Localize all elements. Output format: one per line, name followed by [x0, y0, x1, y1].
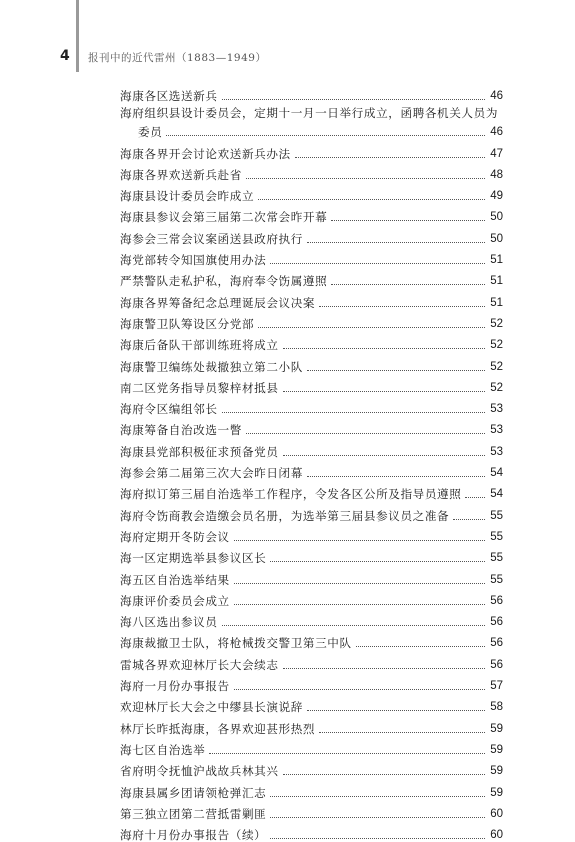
dot-leader — [331, 284, 485, 285]
toc-entry-page: 59 — [490, 743, 503, 756]
dot-leader — [234, 689, 485, 690]
toc-entry-title: 海五区自治选举结果 — [120, 572, 230, 587]
dot-leader — [307, 476, 485, 477]
dot-leader — [283, 391, 485, 392]
dot-leader — [222, 625, 485, 626]
toc-entry-title: 欢迎林厅长大会之中缪县长演说辞 — [120, 700, 303, 715]
dot-leader — [222, 99, 485, 100]
toc-entry-page: 46 — [490, 90, 503, 103]
toc-entry-page: 55 — [490, 573, 503, 586]
toc-entry-page: 57 — [490, 680, 503, 693]
toc-entry — [120, 395, 503, 416]
toc-entry — [120, 523, 503, 544]
toc-entry — [120, 693, 503, 714]
toc-entry-page: 55 — [490, 530, 503, 543]
toc-entry-title: 海府组织县设计委员会，定期十一月一日举行成立，函聘各机关人员为 — [120, 106, 499, 121]
toc-entry-title: 海参会第二届第三次大会昨日闭幕 — [120, 466, 303, 481]
toc-entry-page: 51 — [490, 254, 503, 267]
toc-entry — [120, 587, 503, 608]
toc-entry — [120, 288, 503, 309]
toc-entry-page: 56 — [490, 658, 503, 671]
toc-entry — [120, 629, 503, 650]
toc-entry-page: 53 — [490, 424, 503, 437]
toc-entry-page: 53 — [490, 403, 503, 416]
toc-entry — [120, 267, 503, 288]
toc-entry-title: 林厅长昨抵海康，各界欢迎甚形热烈 — [120, 721, 316, 736]
toc-entry — [120, 120, 503, 139]
toc-entry — [120, 778, 503, 799]
dot-leader — [270, 817, 485, 818]
dot-leader — [258, 327, 485, 328]
toc-entry — [120, 757, 503, 778]
toc-entry-title: 海府令饬商教会造缴会员名册，为选举第三届县参议员之准备 — [120, 508, 450, 523]
toc-entry — [120, 139, 503, 160]
dot-leader — [453, 519, 485, 520]
toc-entry-title: 海七区自治选举 — [120, 742, 206, 757]
toc-entry-page: 50 — [490, 211, 503, 224]
toc-entry — [120, 437, 503, 458]
dot-leader — [283, 455, 485, 456]
toc-entry — [120, 82, 503, 103]
dot-leader — [270, 561, 485, 562]
toc-entry-page: 51 — [490, 296, 503, 309]
toc-entry-page: 52 — [490, 381, 503, 394]
toc-entry — [120, 182, 503, 203]
toc-entry — [120, 331, 503, 352]
dot-leader — [283, 774, 485, 775]
dot-leader — [246, 178, 485, 179]
toc-entry-title: 严禁警队走私护私，海府奉令饬属遵照 — [120, 274, 328, 289]
dot-leader — [331, 220, 485, 221]
toc-entry — [120, 800, 503, 821]
dot-leader — [356, 646, 485, 647]
toc-entry — [120, 224, 503, 245]
dot-leader — [270, 263, 485, 264]
dot-leader — [307, 710, 485, 711]
toc-entry-title: 海康县党部积极征求预备党员 — [120, 444, 279, 459]
toc-entry — [120, 821, 503, 842]
toc-entry — [120, 246, 503, 267]
toc-entry-title: 海康警卫编练处裁撤独立第二小队 — [120, 359, 303, 374]
toc-entry-page: 56 — [490, 616, 503, 629]
toc-entry-page: 52 — [490, 317, 503, 330]
toc-entry — [120, 203, 503, 224]
toc-entry-page: 54 — [490, 488, 503, 501]
dot-leader — [319, 306, 485, 307]
toc-entry-title: 海康各界筹备纪念总理诞辰会议决案 — [120, 295, 316, 310]
toc-entry-title: 海府拟订第三届自治选举工作程序，令发各区公所及指导员遵照 — [120, 487, 462, 502]
toc-entry-title: 海八区选出参议员 — [120, 615, 218, 630]
toc-entry — [120, 352, 503, 373]
toc-entry-title: 海一区定期选举县参议区长 — [120, 551, 267, 566]
toc-entry-page: 56 — [490, 637, 503, 650]
toc-entry — [120, 310, 503, 331]
toc-entry-title: 省府明令抚恤沪战故兵林其兴 — [120, 764, 279, 779]
toc-entry — [120, 565, 503, 586]
toc-entry-page: 54 — [490, 467, 503, 480]
dot-leader — [234, 540, 485, 541]
toc-entry-page: 55 — [490, 552, 503, 565]
toc-entry — [120, 501, 503, 522]
toc-entry-page: 59 — [490, 722, 503, 735]
dot-leader — [270, 796, 485, 797]
page-number: 4 — [60, 48, 70, 64]
toc-entry-title: 第三独立团第二营抵雷剿匪 — [120, 806, 267, 821]
toc-entry-line — [120, 103, 503, 120]
dot-leader — [295, 157, 485, 158]
toc-entry — [120, 480, 503, 501]
toc-entry-title: 海府令区编组邻长 — [120, 402, 218, 417]
toc-entry-title: 海康县参议会第三届第二次常会昨开幕 — [120, 210, 328, 225]
toc-entry-page: 60 — [490, 829, 503, 842]
dot-leader — [465, 497, 485, 498]
toc-entry-title: 海府一月份办事报告 — [120, 679, 230, 694]
toc-entry-title: 海康县设计委员会昨成立 — [120, 189, 255, 204]
toc-entry-title: 海康裁撤卫士队，将枪械拨交警卫第三中队 — [120, 636, 352, 651]
toc-entry-title-continued: 委员 — [138, 125, 163, 140]
header-vertical-rule — [76, 0, 79, 72]
dot-leader — [258, 199, 485, 200]
toc-entry-page: 59 — [490, 765, 503, 778]
dot-leader — [166, 135, 485, 136]
toc-entry-title: 海康各界欢送新兵赴省 — [120, 167, 242, 182]
toc-entry-page: 49 — [490, 190, 503, 203]
dot-leader — [270, 838, 485, 839]
toc-entry-title: 海党部转令知国旗使用办法 — [120, 253, 267, 268]
toc-entry-page: 56 — [490, 594, 503, 607]
dot-leader — [209, 753, 485, 754]
toc-entry — [120, 714, 503, 735]
toc-entry-page: 55 — [490, 509, 503, 522]
dot-leader — [307, 370, 485, 371]
dot-leader — [246, 433, 485, 434]
toc-entry — [120, 736, 503, 757]
toc-entry — [120, 608, 503, 629]
dot-leader — [307, 242, 485, 243]
toc-entry — [120, 161, 503, 182]
toc-entry-page: 60 — [490, 807, 503, 820]
toc-entry — [120, 650, 503, 671]
toc-entry-title: 海参会三常会议案函送县政府执行 — [120, 231, 303, 246]
toc-entry-title: 海康评价委员会成立 — [120, 593, 230, 608]
toc-entry-title: 雷城各界欢迎林厅长大会续志 — [120, 657, 279, 672]
toc-entry-title: 海府十月份办事报告（续） — [120, 828, 267, 842]
toc-entry-title: 海康县属乡团请领枪弹汇志 — [120, 785, 267, 800]
toc-entry-page: 50 — [490, 232, 503, 245]
toc-entry-page: 52 — [490, 360, 503, 373]
toc-entry-title: 海康各区选送新兵 — [120, 89, 218, 104]
toc-entry — [120, 544, 503, 565]
table-of-contents — [120, 82, 503, 842]
dot-leader — [283, 348, 485, 349]
toc-entry-page: 59 — [490, 786, 503, 799]
toc-entry-title: 海康后备队干部训练班将成立 — [120, 338, 279, 353]
dot-leader — [283, 668, 485, 669]
dot-leader — [319, 732, 485, 733]
toc-entry-title: 海康各界开会讨论欢送新兵办法 — [120, 146, 291, 161]
toc-entry-page: 58 — [490, 701, 503, 714]
toc-entry-title: 海康警卫队筹设区分党部 — [120, 316, 255, 331]
toc-entry-title: 南二区党务指导员黎梓材抵县 — [120, 380, 279, 395]
toc-entry-page: 53 — [490, 445, 503, 458]
toc-entry-page: 52 — [490, 339, 503, 352]
toc-entry-title: 海康筹备自治改选一瞥 — [120, 423, 242, 438]
dot-leader — [234, 583, 485, 584]
dot-leader — [222, 412, 485, 413]
toc-entry-title: 海府定期开冬防会议 — [120, 529, 230, 544]
toc-entry-page: 51 — [490, 275, 503, 288]
toc-entry — [120, 416, 503, 437]
toc-entry-page: 46 — [490, 126, 503, 139]
toc-entry-page: 47 — [490, 147, 503, 160]
dot-leader — [234, 604, 485, 605]
running-title: 报刊中的近代雷州（1883—1949） — [88, 52, 267, 64]
toc-entry-page: 48 — [490, 168, 503, 181]
toc-entry — [120, 459, 503, 480]
toc-entry — [120, 374, 503, 395]
toc-entry — [120, 672, 503, 693]
